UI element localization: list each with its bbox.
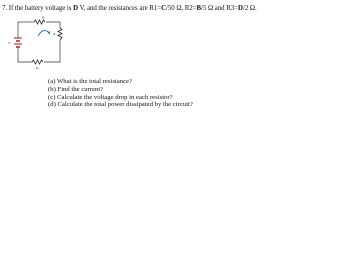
subquestion-a: (a) What is the total resistance? (48, 78, 132, 85)
circuit-wires (18, 22, 60, 62)
question-part-1: If the battery voltage is (7, 5, 74, 12)
r3-variable: D (238, 5, 243, 12)
battery-symbol (14, 38, 22, 47)
question-part-4: /5 Ω and R3= (201, 5, 239, 12)
r2-label: R₂ (53, 32, 57, 36)
r1-variable: C (161, 5, 166, 12)
question-part-5: /2 Ω. (242, 5, 257, 12)
battery-label: V (8, 41, 11, 45)
question-part-3: /50 Ω, R2= (166, 5, 197, 12)
resistor-r1 (34, 20, 45, 24)
question-part-2: V, and the resistances are R1= (78, 5, 162, 12)
resistor-r2 (58, 28, 62, 40)
subquestion-c: (c) Calculate the voltage drop in each resistor? (48, 93, 173, 101)
r2-variable: B (196, 5, 202, 12)
question-text (2, 4, 348, 13)
resistor-r3 (32, 60, 43, 64)
subquestion-b: (b) Find the current? (48, 85, 104, 93)
subquestions (48, 78, 193, 109)
question-number: 7. (2, 5, 8, 12)
subquestion-d: (d) Calculate the total power dissipated by the circuit? (48, 101, 193, 109)
r3-label: R₃ (36, 66, 40, 70)
voltage-variable: D (73, 5, 79, 12)
r1-label: R₁ (42, 15, 46, 20)
